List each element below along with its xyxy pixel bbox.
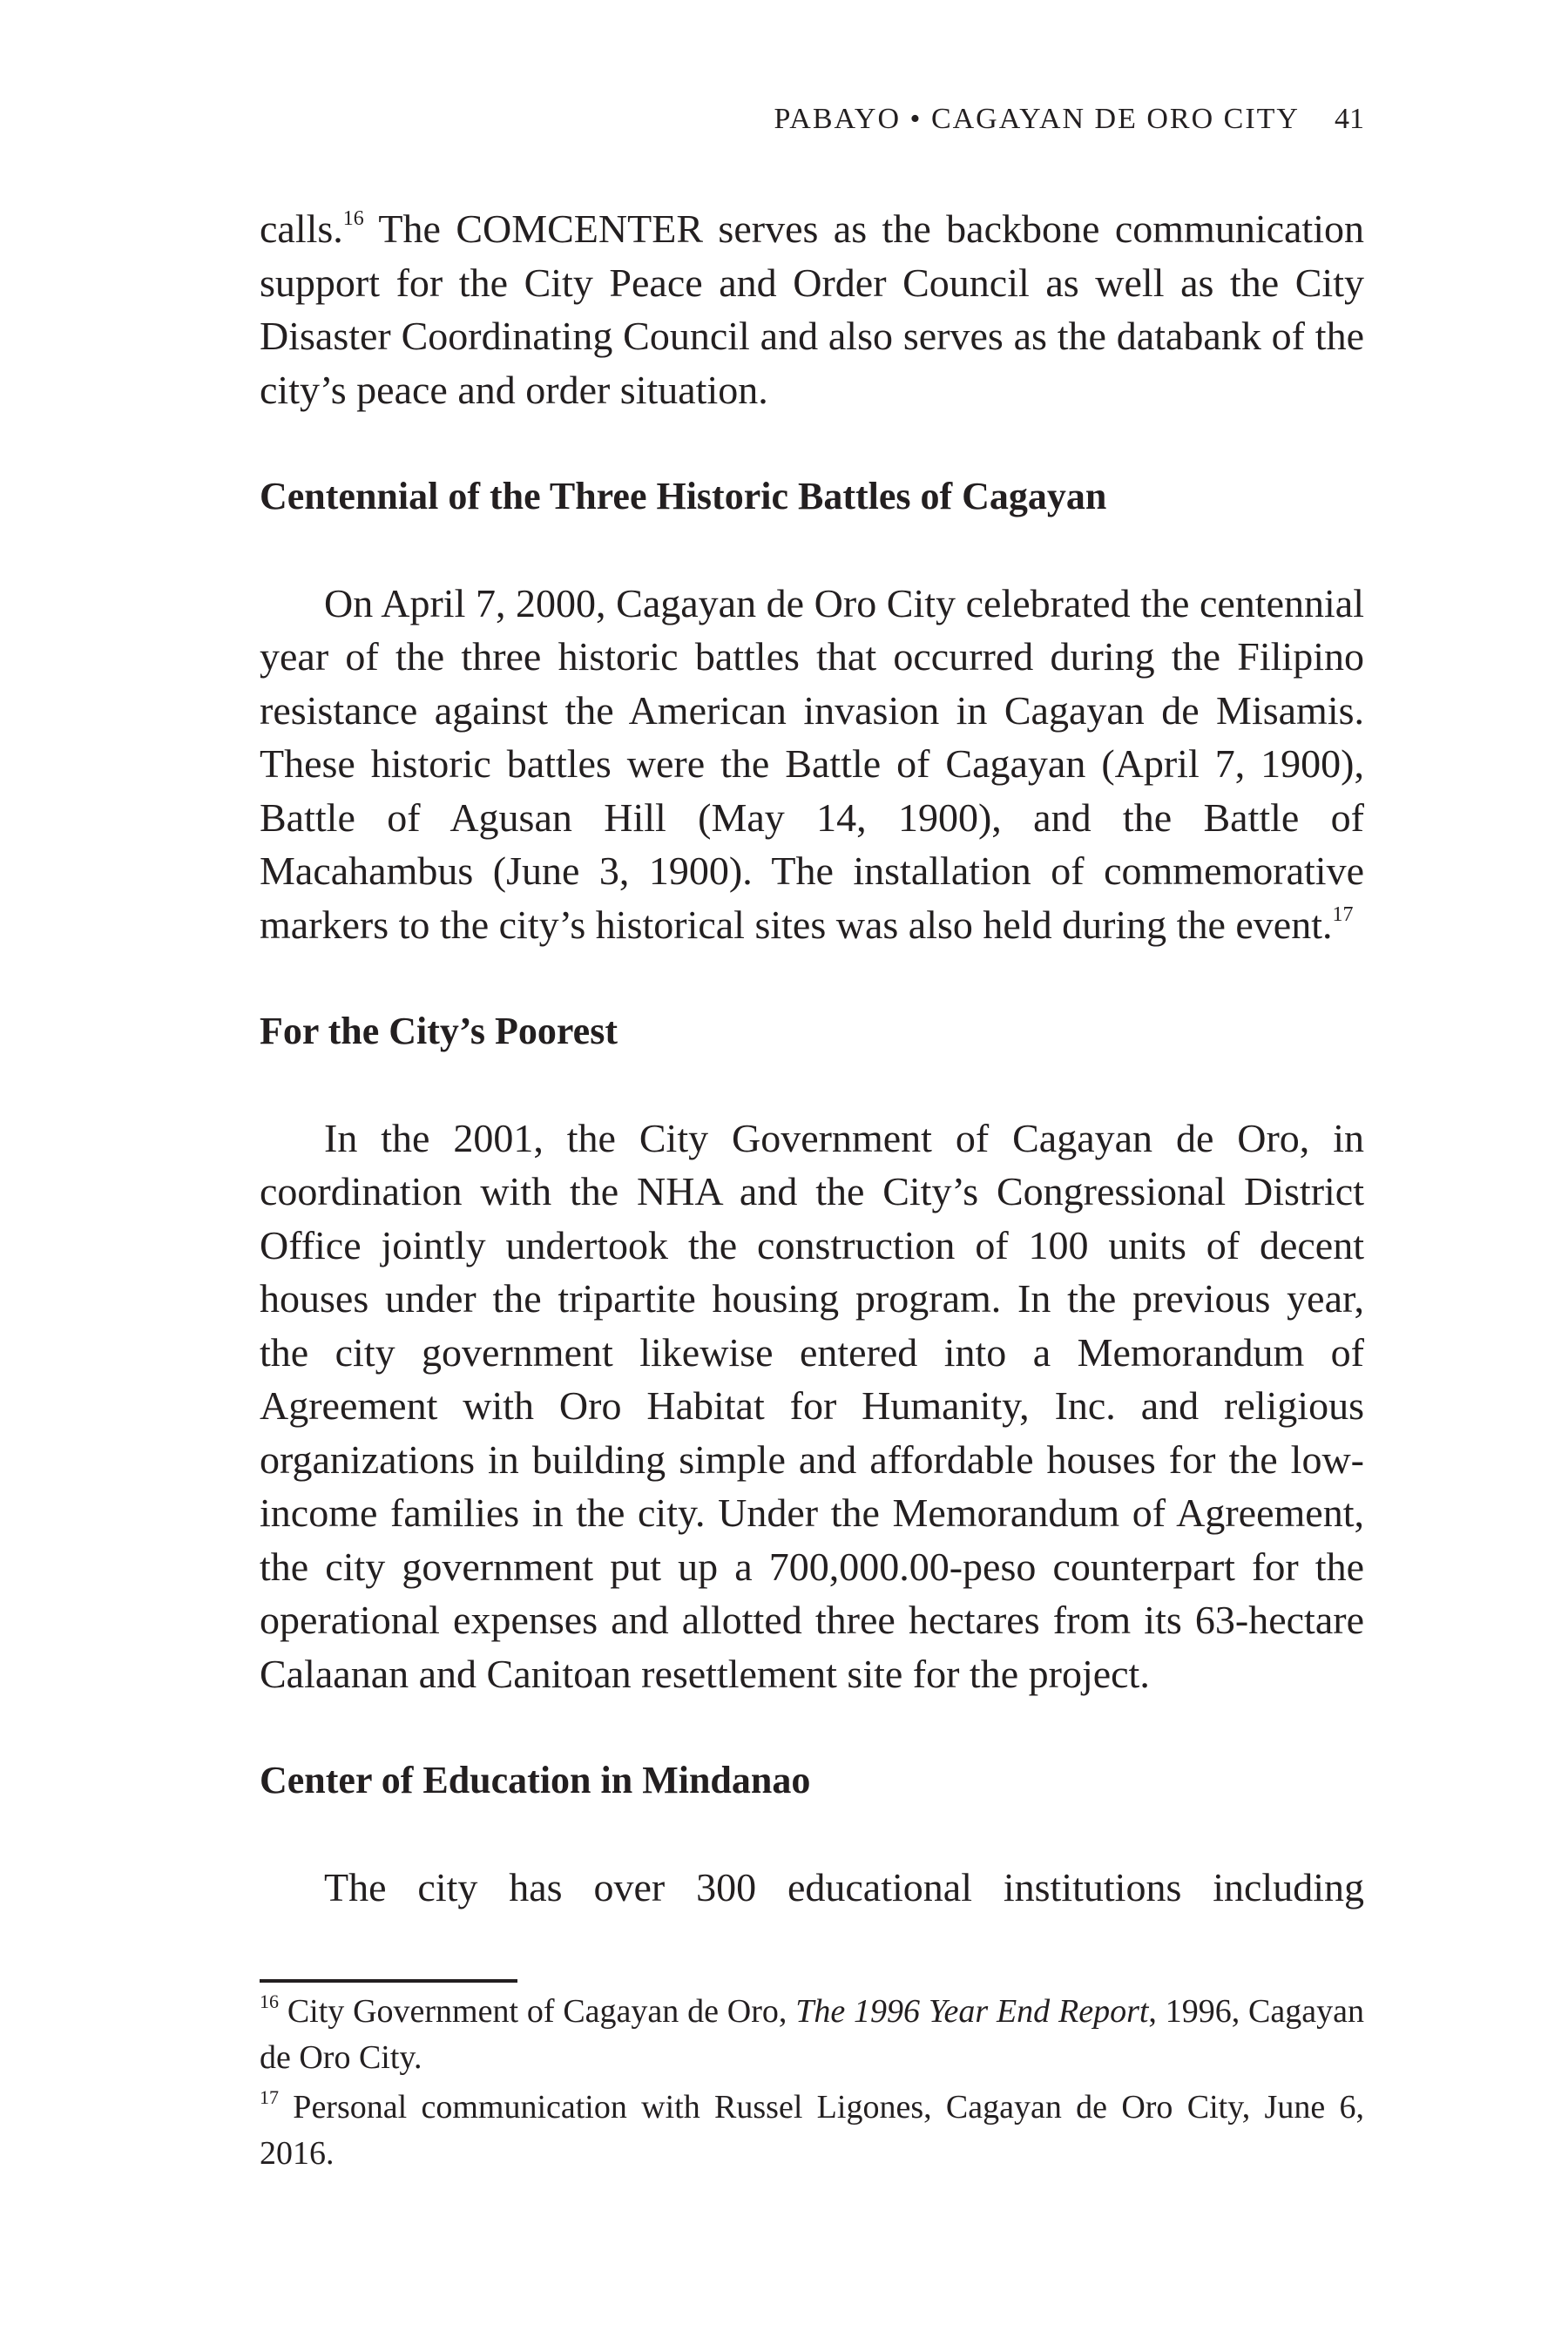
running-title: PABAYO • CAGAYAN DE ORO CITY: [774, 103, 1300, 135]
footnote-17: [260, 2085, 1364, 2177]
footnote-text: , 1996, Cagayan de Oro City.: [260, 1993, 1365, 2076]
footnote-number: 17: [260, 2086, 279, 2108]
footnote-divider: [260, 1979, 517, 1983]
footnote-ref-17[interactable]: 17: [1332, 902, 1354, 926]
section-heading-education: Center of Education in Mindanao: [260, 1759, 811, 1801]
footnote-16: [260, 1989, 1364, 2081]
book-page: [260, 0, 1364, 2352]
footnote-ref-16[interactable]: 16: [342, 207, 364, 230]
paragraph-text: On April 7, 2000, Cagayan de Oro City celebrated the centennial year of the three historic battles that occurred during the Filipino resistance against the American invasion in Cagayan de Misamis. These historic battles were the Battle of Cagayan (April 7, 1900), Battle of Agusan Hill (May 14, 1900), and the Battle of Macahambus (June 3, 1900). The installation of commemorative markers to the city’s historical sites was also held during the event.: [260, 580, 1364, 947]
paragraph-education: The city has over 300 educational institutions including: [324, 1864, 1364, 1909]
footnotes: [260, 1989, 1364, 2180]
body-text: [260, 202, 1364, 1914]
section-heading-poorest: For the City’s Poorest: [260, 1010, 618, 1052]
footnote-text: Personal communication with Russel Ligones, Cagayan de Oro City, June 6, 2016.: [260, 2089, 1364, 2172]
footnote-text: City Government of Cagayan de Oro,: [279, 1993, 796, 2030]
page-number: 41: [1335, 103, 1364, 135]
paragraph-text: The COMCENTER serves as the backbone communication support for the City Peace and Order Council as well as the City Disaster Coordinating Council and also serves as the databank of the city’s peace and order situation.: [260, 206, 1364, 412]
paragraph-housing: In the 2001, the City Government of Cagayan de Oro, in coordination with the NHA and the City’s Congressional District Office jointly undertook the construction of 100 units of decent houses under the tripartite housing program. In the previous year, the city government likewise entered into a Memorandum of Agreement with Oro Habitat for Humanity, Inc. and religious organizations in building simple and affordable houses for the low-income families in the city. Under the Memorandum of Agreement, the city government put up a 700,000.00-peso counterpart for the operational expenses and allotted three hectares from its 63-hectare Calaanan and Canitoan resettlement site for the project.: [260, 1115, 1364, 1696]
paragraph-centennial: [260, 577, 1364, 952]
paragraph-comcenter: [260, 202, 1364, 416]
footnote-number: 16: [260, 1990, 279, 2012]
section-heading-centennial: Centennial of the Three Historic Battles of Cagayan: [260, 475, 1107, 517]
running-header: [260, 103, 1364, 136]
paragraph-lead: calls.: [260, 206, 343, 251]
footnote-title: The 1996 Year End Report: [795, 1993, 1149, 2030]
